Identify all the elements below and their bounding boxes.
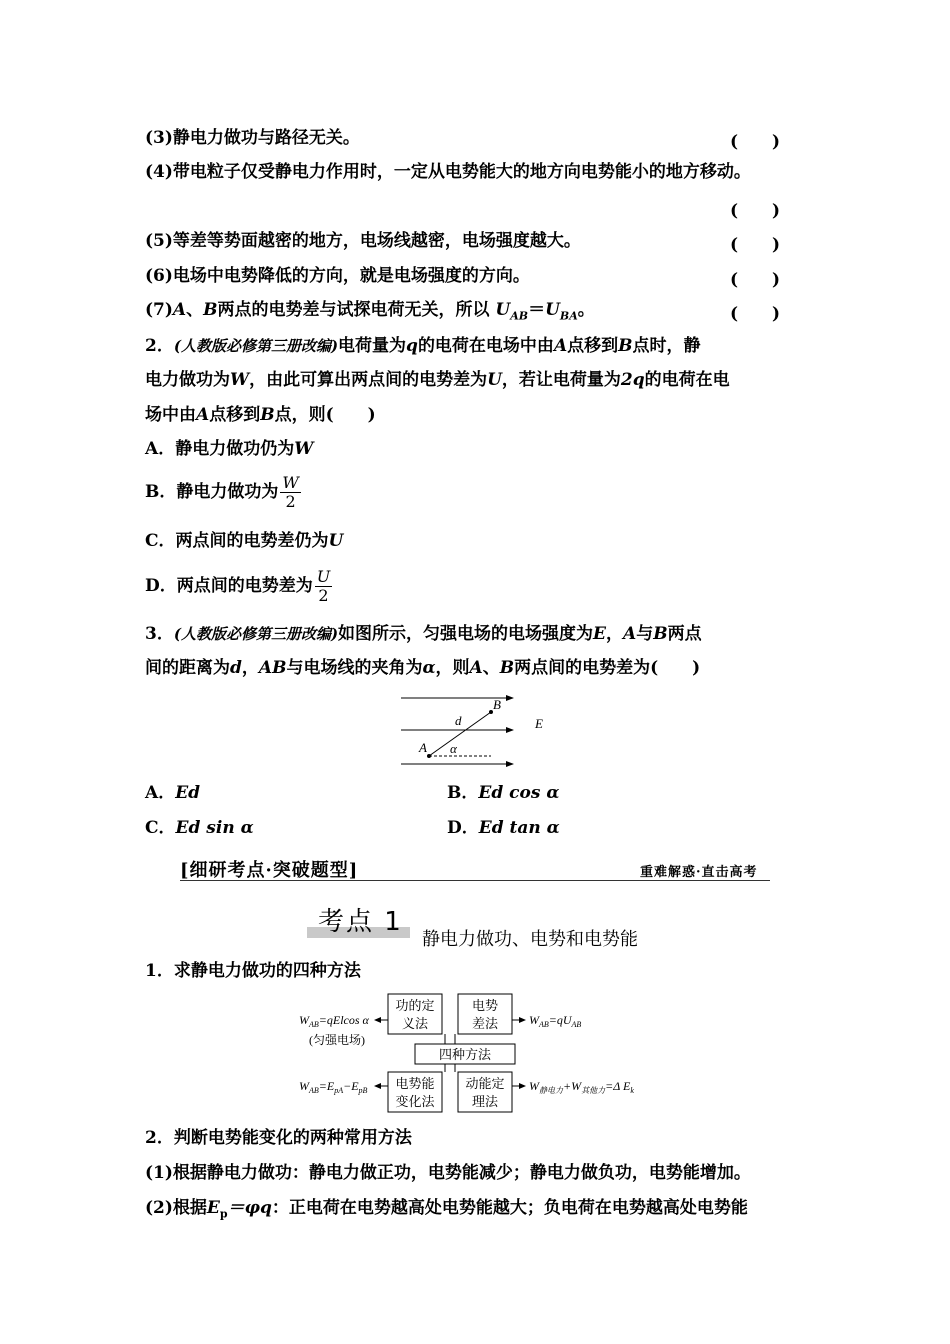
answer-paren-7: ( ) <box>730 304 781 324</box>
box2-line1: 电势 <box>471 998 499 1013</box>
q2-option-d[interactable]: D．两点间的电势差为 $\frac{U}{2}$ <box>145 567 331 605</box>
item-5: (5)等差等势面越密的地方，电场线越密，电场强度越大。 <box>145 231 581 251</box>
kaodian-title: 静电力做功、电势和电势能 <box>422 929 638 950</box>
answer-paren-4: ( ) <box>730 201 781 221</box>
answer-paren-3: ( ) <box>730 132 781 152</box>
answer-paren-5: ( ) <box>730 235 781 255</box>
box4-line1: 动能定 <box>465 1076 505 1091</box>
label-alpha: α <box>450 741 457 756</box>
banner-divider <box>180 880 770 881</box>
q2-option-b[interactable]: B．静电力做功为 $\frac{W}{2}$ <box>145 473 299 511</box>
formula-note: (匀强电场) <box>309 1033 365 1047</box>
label-e: E <box>535 716 543 731</box>
kaodian-badge: 考点 1 <box>318 907 403 937</box>
section2-paragraph-1: (1)根据静电力做功：静电力做正功，电势能减少；静电力做负功，电势能增加。 <box>145 1163 751 1183</box>
section2-paragraph-2: (2)根据$E_p=\varphi q$：正电荷在电势越高处电势能越大；负电荷在电势越高处电势能 <box>145 1198 748 1221</box>
q2-option-c[interactable]: C．两点间的电势差仍为U <box>145 531 344 551</box>
q2-line-3: 场中由A点移到B点，则( ) <box>145 405 376 425</box>
box1-line1: 功的定 <box>395 998 435 1013</box>
q2-line-2: 电力做功为W，由此可算出两点间的电势差为U，若让电荷量为2q的电荷在电 <box>145 370 730 390</box>
q3-line-1: 3．(人教版必修第三册改编)如图所示，匀强电场的电场强度为E，A与B两点 <box>145 624 702 644</box>
section-banner-title: [细研考点·突破题型] <box>180 860 359 881</box>
section-banner-subtitle: 重难解惑·直击高考 <box>640 865 758 880</box>
label-b: B <box>493 697 501 712</box>
q3-line-2: 间的距离为d，AB与电场线的夹角为α，则A、B两点间的电势差为( ) <box>145 658 701 678</box>
uniform-field-figure <box>395 690 565 772</box>
box1-line2: 义法 <box>401 1016 429 1031</box>
q3-option-c[interactable]: C．Ed sin α <box>145 818 254 838</box>
section1-title: 1．求静电力做功的四种方法 <box>145 961 361 981</box>
item-6: (6)电场中电势降低的方向，就是电场强度的方向。 <box>145 266 530 286</box>
box2-line2: 差法 <box>471 1016 499 1031</box>
q3-option-a[interactable]: A．Ed <box>145 783 201 803</box>
formula-definition: $W_{AB}=qElcos$ α <box>299 1013 369 1029</box>
point-a <box>427 754 431 758</box>
box3-line2: 变化法 <box>395 1094 435 1109</box>
formula-energy-change: $W_{AB}=E_{pA}-E_{pB}$ <box>299 1079 368 1095</box>
formula-kinetic-theorem: $W_{静电力}+W_{其他力}=\Delta$ $E_k$ <box>529 1079 634 1095</box>
four-methods-diagram <box>295 990 635 1116</box>
fraction-w-over-2: $\frac{W}{2}$ <box>282 473 299 511</box>
q3-option-b[interactable]: B．Ed cos α <box>447 783 560 803</box>
item-7: (7)A、B两点的电势差与试探电荷无关，所以 $U_{AB}=U_{BA}$。 <box>145 300 595 323</box>
box4-line2: 理法 <box>471 1094 499 1109</box>
item-3: (3)静电力做功与路径无关。 <box>145 128 360 148</box>
box3-line1: 电势能 <box>395 1076 435 1091</box>
label-a: A <box>419 740 427 755</box>
section2-title: 2．判断电势能变化的两种常用方法 <box>145 1128 412 1148</box>
answer-paren-6: ( ) <box>730 270 781 290</box>
label-d: d <box>455 713 462 728</box>
q3-option-d[interactable]: D．Ed tan α <box>447 818 560 838</box>
center-label: 四种方法 <box>438 1047 492 1062</box>
q2-option-a[interactable]: A．静电力做功仍为W <box>145 439 314 459</box>
fraction-u-over-2: $\frac{U}{2}$ <box>316 567 331 605</box>
item-4: (4)带电粒子仅受静电力作用时，一定从电势能大的地方向电势能小的地方移动。 <box>145 162 751 182</box>
q2-line-1: 2．(人教版必修第三册改编)电荷量为q的电荷在电场中由A点移到B点时，静 <box>145 336 701 356</box>
formula-potential-difference: $W_{AB}=qU_{AB}$ <box>529 1013 582 1029</box>
